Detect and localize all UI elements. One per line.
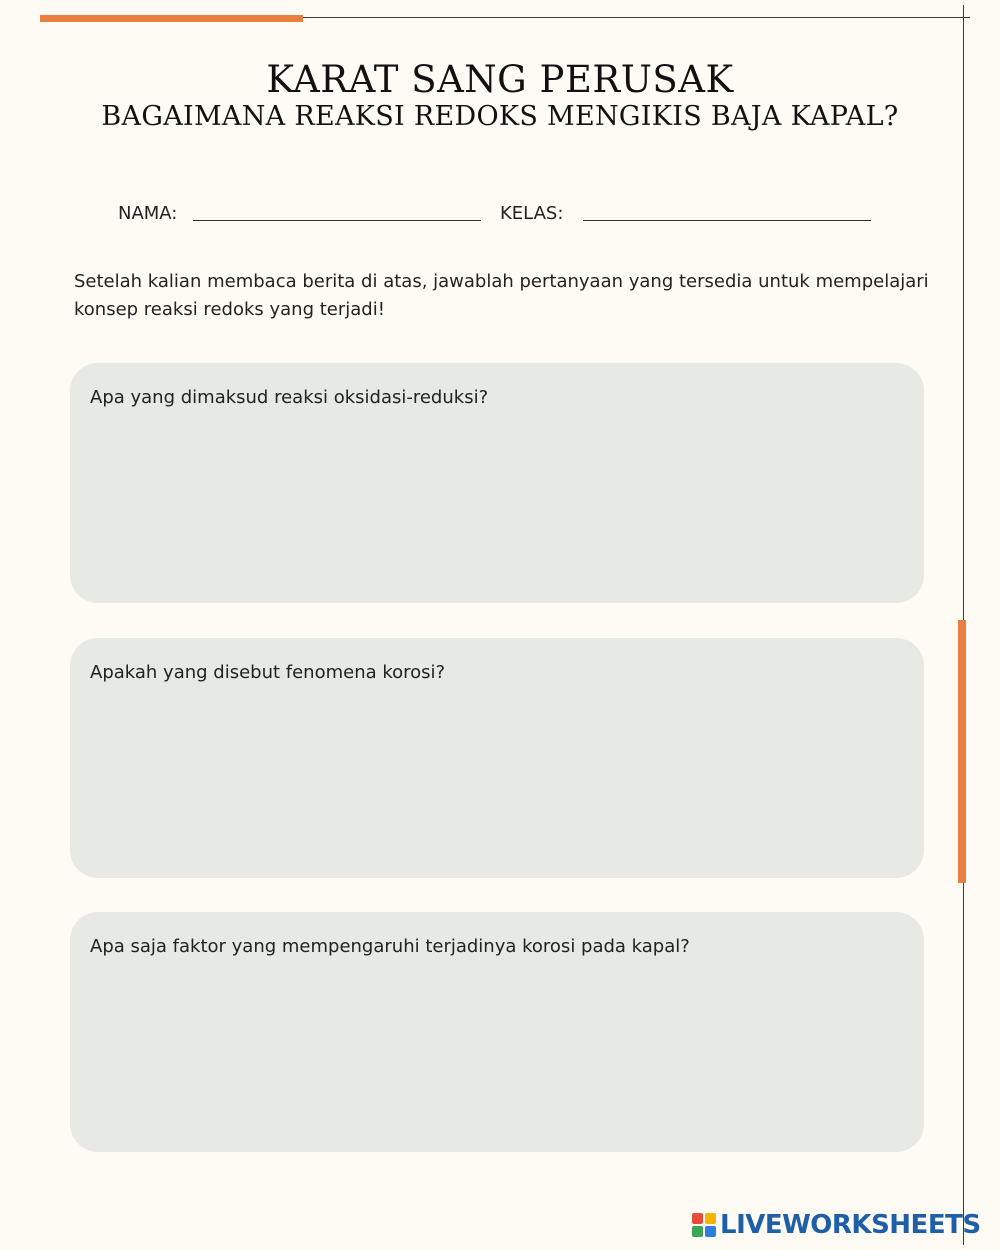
logo-mark-square <box>692 1226 703 1237</box>
question-text-3: Apa saja faktor yang mempengaruhi terjadinya korosi pada kapal? <box>90 936 690 957</box>
class-label: KELAS: <box>500 203 564 224</box>
page-title: KARAT SANG PERUSAK <box>266 58 734 101</box>
top-accent-bar <box>40 15 303 22</box>
logo-mark-square <box>692 1213 703 1224</box>
class-field[interactable] <box>583 220 871 221</box>
answer-field-3[interactable] <box>90 974 904 1132</box>
liveworksheets-logo <box>692 1208 981 1242</box>
logo-mark-icon <box>692 1213 716 1237</box>
right-accent-bar <box>958 620 966 883</box>
question-text-2: Apakah yang disebut fenomena korosi? <box>90 662 446 683</box>
name-label: NAMA: <box>118 203 178 224</box>
question-box-2 <box>70 638 924 878</box>
question-box-1 <box>70 363 924 603</box>
logo-mark-square <box>705 1226 716 1237</box>
logo-text: LIVEWORKSHEETS <box>720 1210 981 1240</box>
answer-field-1[interactable] <box>90 425 904 583</box>
question-box-3 <box>70 912 924 1152</box>
answer-field-2[interactable] <box>90 700 904 858</box>
question-text-1: Apa yang dimaksud reaksi oksidasi-reduksi? <box>90 387 489 408</box>
name-field[interactable] <box>193 220 481 221</box>
page-subtitle: BAGAIMANA REAKSI REDOKS MENGIKIS BAJA KAPAL? <box>101 101 899 132</box>
instructions-text: Setelah kalian membaca berita di atas, jawablah pertanyaan yang tersedia untuk mempelajari konsep reaksi redoks yang terjadi! <box>74 271 929 320</box>
logo-mark-square <box>705 1213 716 1224</box>
